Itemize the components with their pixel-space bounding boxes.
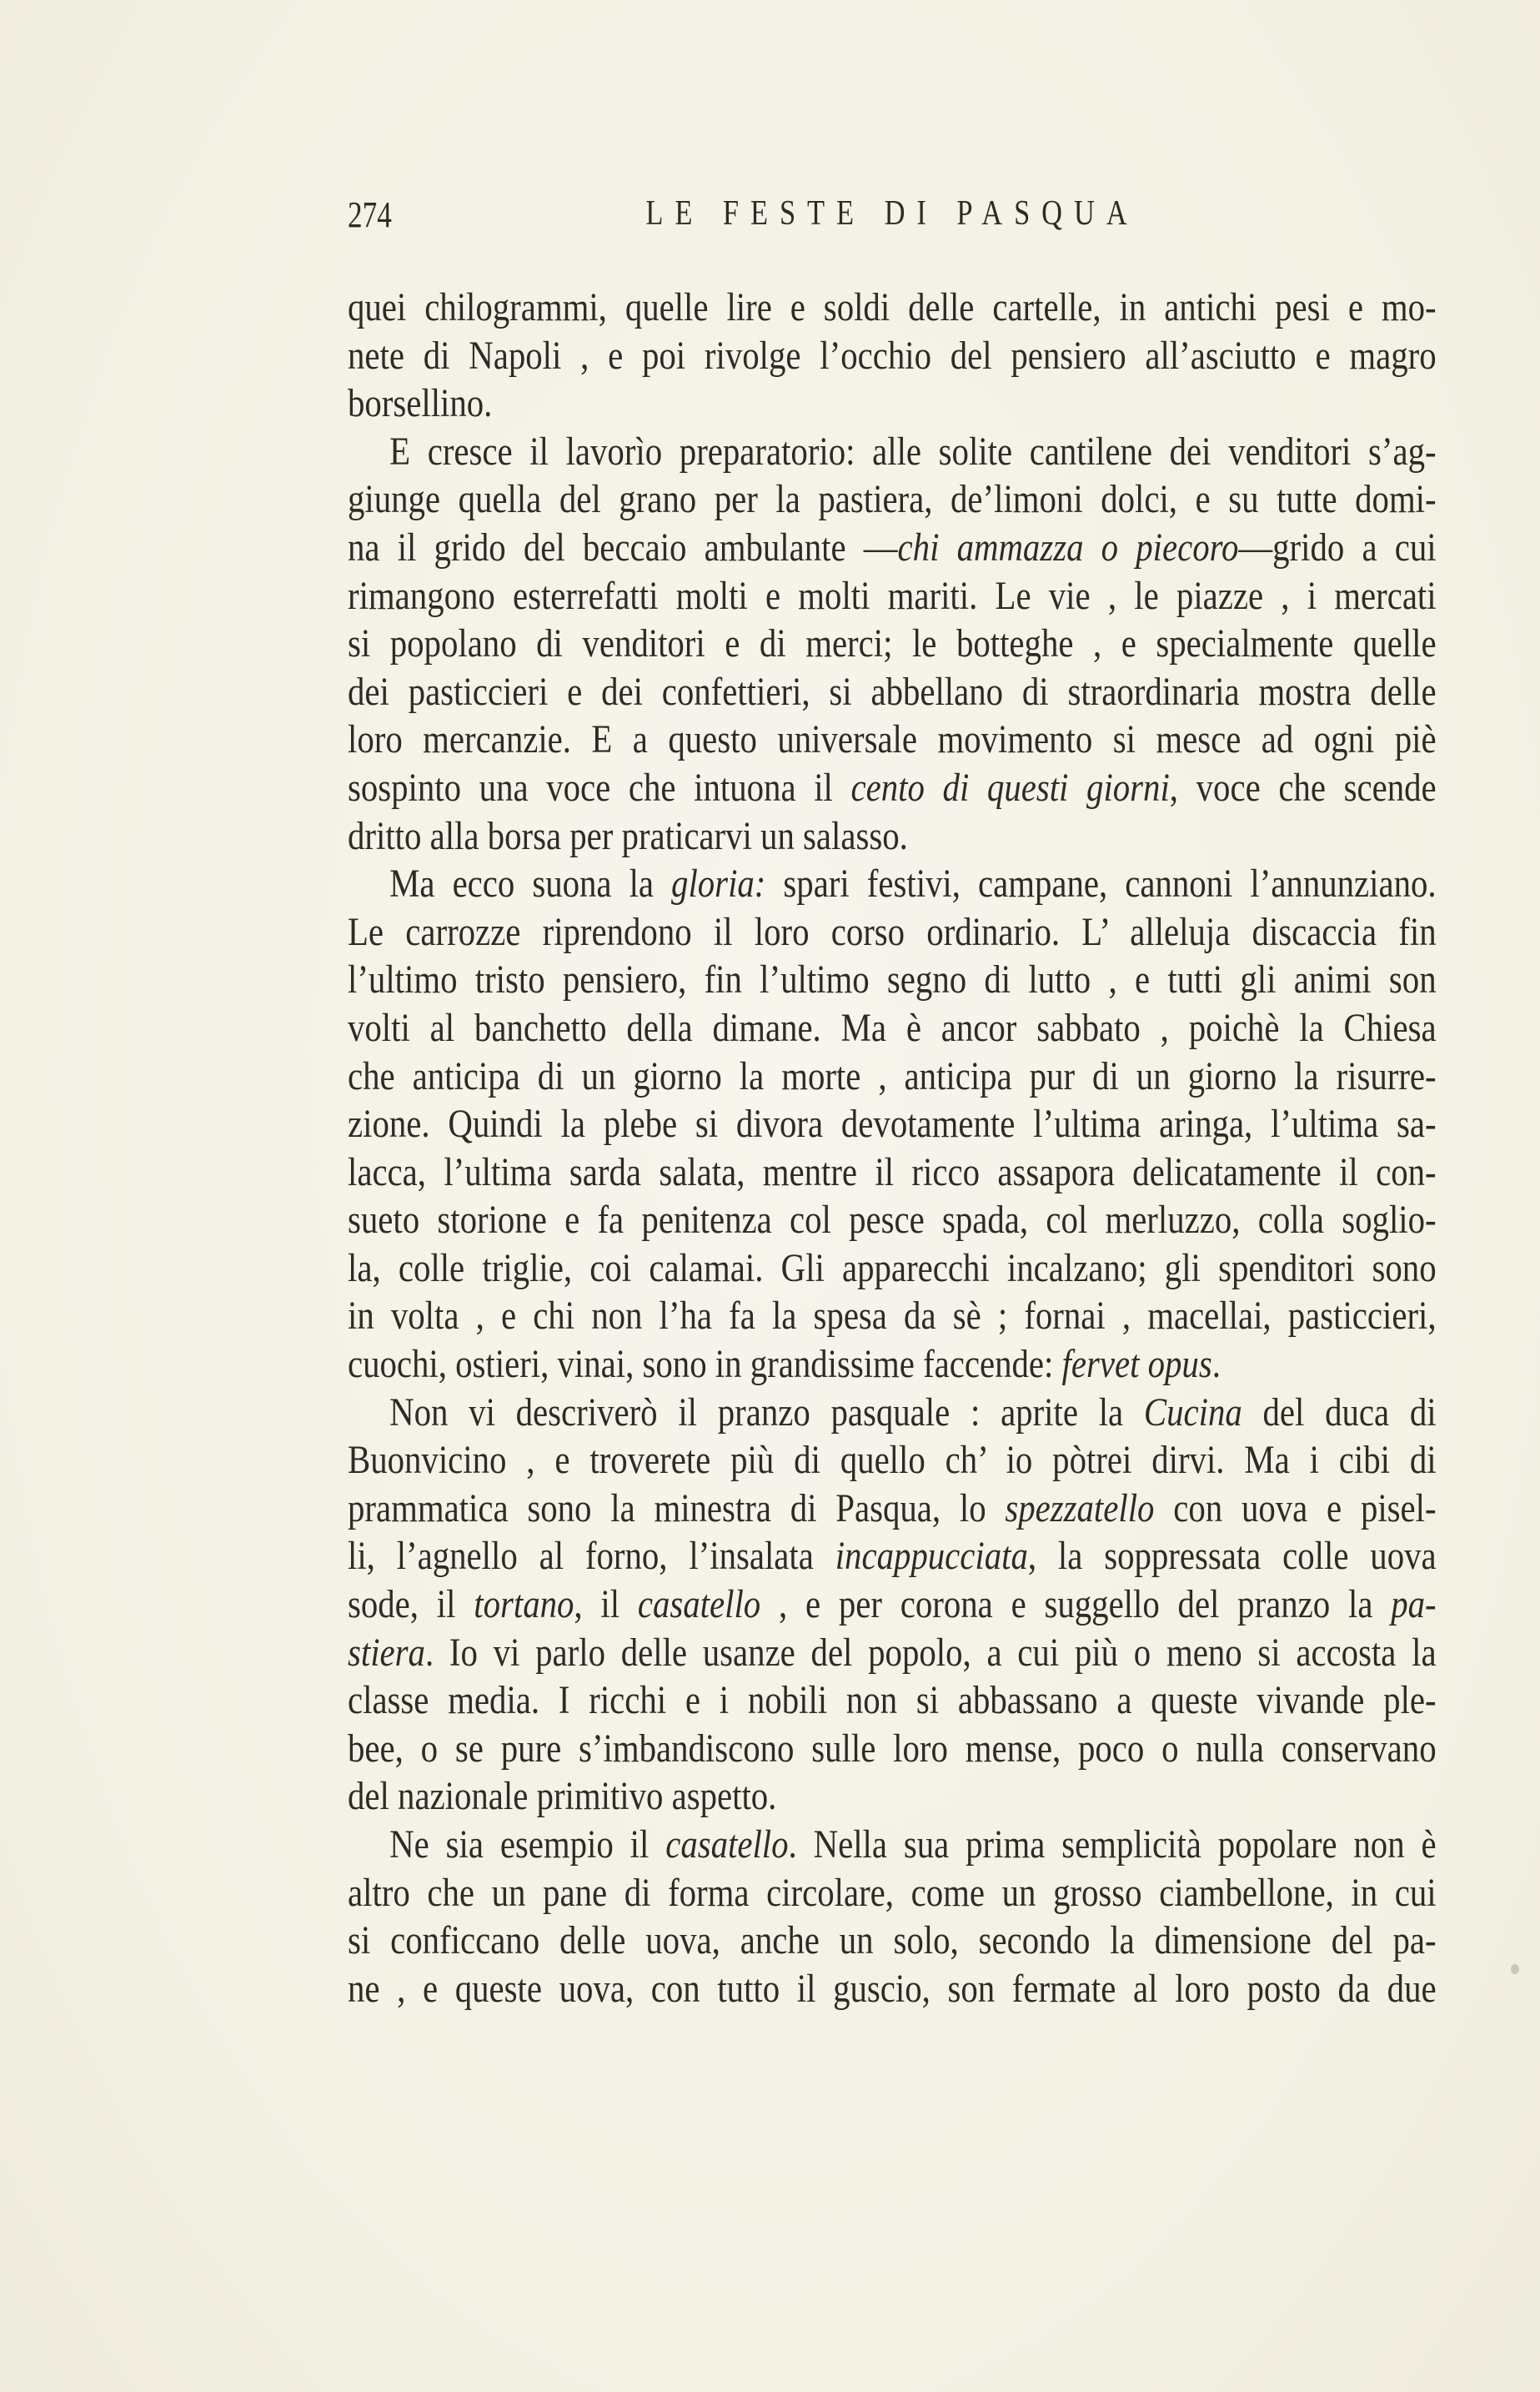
text-segment: del duca di (1242, 1389, 1437, 1435)
text-segment: lacca, l’ultima sarda salata, mentre il ricco assapora delicatamente il con- (348, 1149, 1437, 1194)
text-segment: zione. Quindi la plebe si divora devotamente l’ultima aringa, l’ultima sa- (348, 1102, 1437, 1147)
italic-text: cento di questi giorni (850, 765, 1170, 810)
text-segment: , e per corona e suggello del pranzo la (760, 1582, 1392, 1627)
italic-text: pa- (1391, 1582, 1437, 1627)
text-line (348, 1917, 1437, 1965)
text-segment: rimangono esterrefatti molti e molti mariti. Le vie , le piazze , i mercati (348, 573, 1437, 618)
italic-text: incappucciata (835, 1534, 1028, 1579)
text-segment: . Nella sua prima semplicità popolare non è (788, 1822, 1437, 1867)
text-segment: bee, o se pure s’imbandiscono sulle loro mense, poco o nulla conservano (348, 1726, 1437, 1771)
text-line (348, 1772, 1437, 1821)
text-segment: prammatica sono la minestra di Pasqua, lo (348, 1485, 1006, 1530)
text-line (348, 475, 1437, 524)
text-line (348, 1196, 1437, 1244)
page-header (348, 193, 1437, 244)
text-segment: , il (574, 1582, 638, 1627)
text-segment: borsellino. (348, 381, 493, 426)
text-line (348, 284, 1437, 332)
text-segment: li, l’agnello al forno, l’insalata (348, 1534, 835, 1579)
text-segment: Ma ecco suona la (389, 862, 672, 907)
text-segment: classe media. I ricchi e i nobili non si abbassano a queste vivande ple- (348, 1678, 1437, 1723)
text-line (348, 1965, 1437, 2013)
text-line (348, 1148, 1437, 1197)
text-line (348, 764, 1437, 812)
text-segment: dei pasticcieri e dei confettieri, si abbellano di straordinaria mostra delle (348, 669, 1437, 714)
italic-text: casatello (665, 1822, 789, 1867)
text-segment: ne , e queste uova, con tutto il guscio, son fermate al loro posto da due (348, 1966, 1437, 2011)
running-title: LE FESTE DI PASQUA (645, 194, 1139, 233)
paragraph-first-line (348, 428, 1437, 476)
text-segment: nete di Napoli , e poi rivolge l’occhio del pensiero all’asciutto e magro (348, 333, 1437, 378)
text-segment: sode, il (348, 1582, 474, 1627)
text-segment: si popolano di venditori e di merci; le botteghe , e specialmente quelle (348, 621, 1437, 666)
text-line (348, 572, 1437, 621)
text-segment: . Io vi parlo delle usanze del popolo, a cui più o meno si accosta la (424, 1630, 1437, 1675)
italic-text: Cucina (1143, 1389, 1242, 1435)
text-line (348, 1676, 1437, 1725)
text-segment: quei chilogrammi, quelle lire e soldi delle cartelle, in antichi pesi e mo- (348, 285, 1437, 329)
text-line (348, 1004, 1437, 1053)
text-line (348, 620, 1437, 668)
text-segment: che anticipa di un giorno la morte , anticipa pur di un giorno la risurre- (348, 1053, 1437, 1098)
body-text (348, 284, 1540, 2013)
text-segment: volti al banchetto della dimane. Ma è ancor sabbato , poichè la Chiesa (348, 1005, 1437, 1050)
text-segment: Ne sia esempio il (389, 1822, 666, 1867)
paragraph-first-line (348, 1821, 1437, 1869)
text-segment: la, colle triglie, coi calamai. Gli apparecchi incalzano; gli spenditori sono (348, 1245, 1437, 1290)
text-segment: Buonvicino , e troverete più di quello ch’ io pòtrei dirvi. Ma i cibi di (348, 1438, 1437, 1483)
paragraph-first-line (348, 860, 1437, 908)
text-line (348, 1485, 1437, 1533)
text-line (348, 1869, 1437, 1917)
text-segment: —grido a cui (1238, 525, 1437, 570)
text-line (348, 1053, 1437, 1101)
text-segment: loro mercanzie. E a questo universale movimento si mesce ad ogni piè (348, 717, 1437, 762)
text-line (348, 1100, 1437, 1148)
text-line (348, 956, 1437, 1004)
text-line (348, 1629, 1437, 1677)
text-segment: E cresce il lavorìo preparatorio: alle solite cantilene dei venditori s’ag- (389, 429, 1437, 474)
text-segment: dritto alla borsa per praticarvi un salasso. (348, 813, 908, 858)
text-line (348, 1580, 1437, 1629)
text-segment: , la soppressata colle uova (1027, 1534, 1437, 1579)
paragraph-first-line (348, 1389, 1437, 1437)
text-segment: spari festivi, campane, cannoni l’annunziano. (765, 862, 1437, 907)
text-segment: . (1211, 1342, 1221, 1387)
paper-speck (1511, 1964, 1519, 1974)
text-segment: cuochi, ostieri, vinai, sono in grandissime faccende: (348, 1342, 1062, 1387)
text-line (348, 1340, 1437, 1389)
text-line (348, 1292, 1437, 1340)
text-line (348, 908, 1437, 957)
text-line (348, 1725, 1437, 1773)
italic-text: gloria: (671, 862, 766, 907)
text-segment: Le carrozze riprendono il loro corso ordinario. L’ alleluja discaccia fin (348, 909, 1437, 954)
text-segment: altro che un pane di forma circolare, come un grosso ciambellone, in cui (348, 1870, 1437, 1915)
text-line (348, 1244, 1437, 1293)
text-line (348, 379, 1437, 428)
text-line (348, 812, 1437, 861)
text-line (348, 1532, 1437, 1580)
italic-text: spezzatello (1005, 1485, 1155, 1530)
italic-text: tortano (474, 1582, 574, 1627)
page-number: 274 (348, 194, 392, 235)
italic-text: casatello (637, 1582, 761, 1627)
text-line (348, 668, 1437, 716)
text-segment: Non vi descriverò il pranzo pasquale : aprite la (389, 1389, 1144, 1435)
text-segment: in volta , e chi non l’ha fa la spesa da sè ; fornai , macellai, pasticcieri, (348, 1294, 1437, 1339)
text-line (348, 1436, 1437, 1485)
text-segment: na il grido del beccaio ambulante — (348, 525, 898, 570)
italic-text: stiera (348, 1630, 425, 1675)
italic-text: chi ammazza o piecoro (897, 525, 1239, 570)
text-line (348, 332, 1437, 380)
text-line (348, 524, 1437, 572)
text-segment: sueto storione e fa penitenza col pesce spada, col merluzzo, colla soglio- (348, 1198, 1437, 1243)
text-segment: sospinto una voce che intuona il (348, 765, 851, 810)
text-line (348, 716, 1437, 764)
text-segment: l’ultimo tristo pensiero, fin l’ultimo segno di lutto , e tutti gli animi son (348, 957, 1437, 1003)
text-segment: , voce che scende (1169, 765, 1437, 810)
text-segment: del nazionale primitivo aspetto. (348, 1774, 777, 1819)
text-segment: con uova e pisel- (1154, 1485, 1437, 1530)
italic-text: fervet opus (1061, 1342, 1212, 1387)
text-segment: si conficcano delle uova, anche un solo, secondo la dimensione del pa- (348, 1918, 1437, 1963)
text-segment: giunge quella del grano per la pastiera, de’limoni dolci, e su tutte domi- (348, 477, 1437, 522)
